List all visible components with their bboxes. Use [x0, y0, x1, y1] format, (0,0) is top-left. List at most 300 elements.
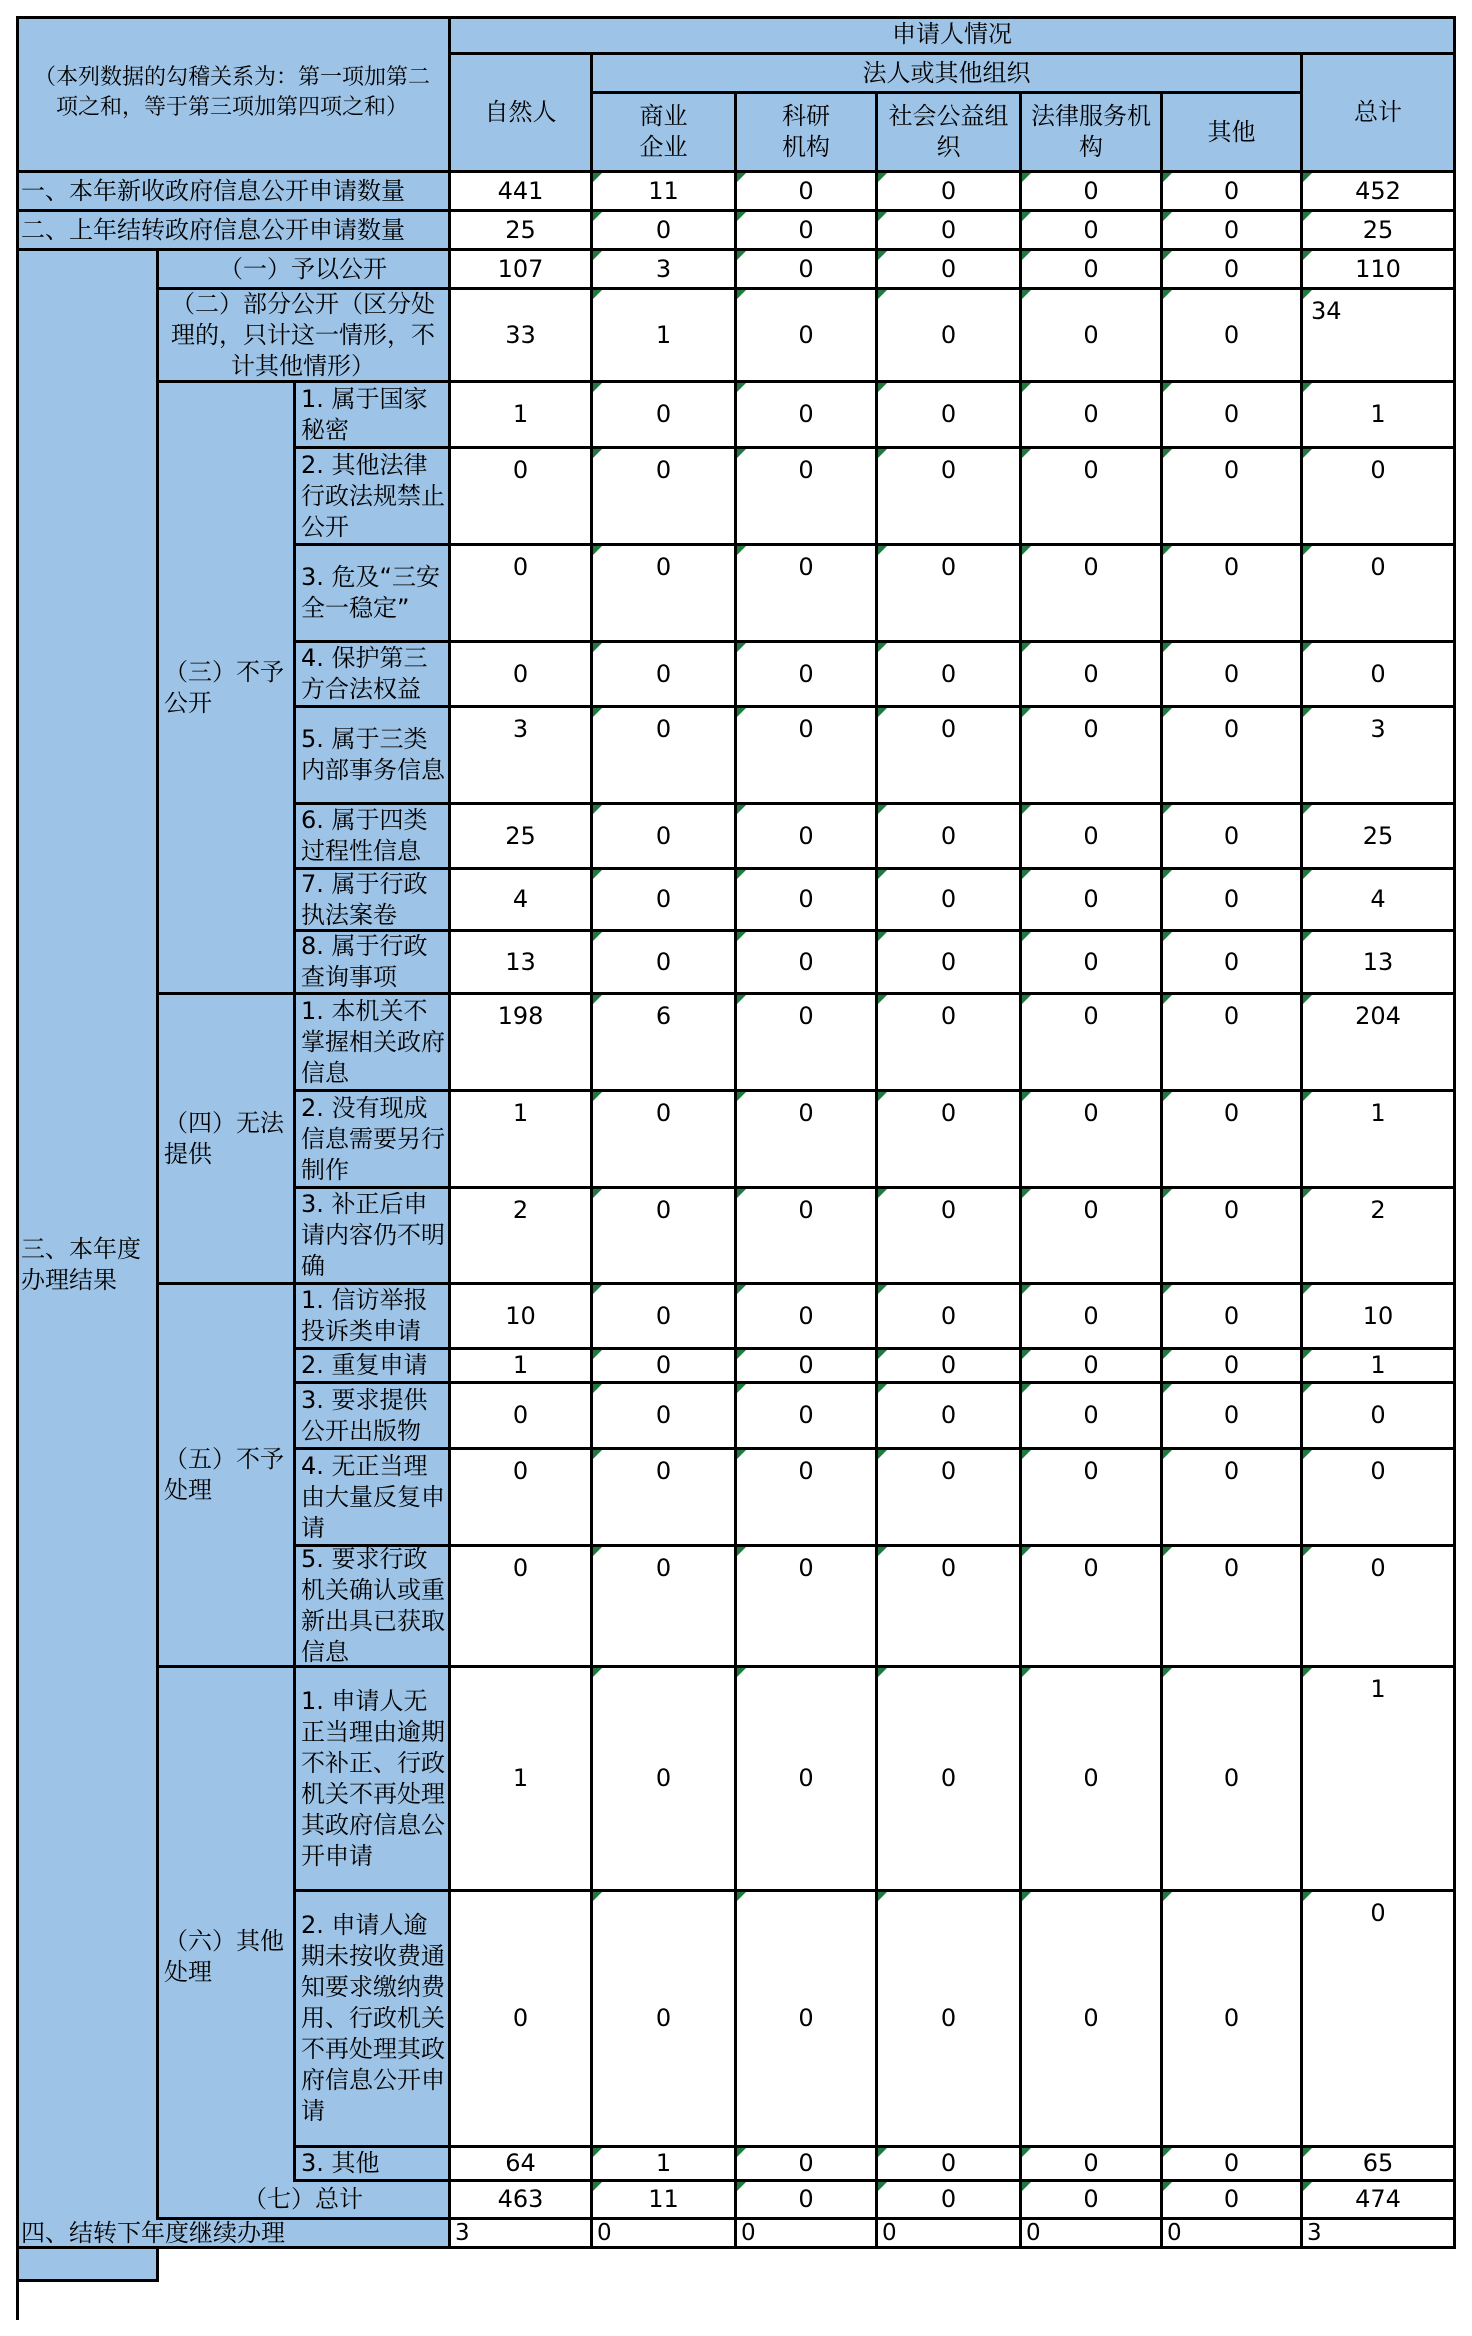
cell-other — [1163, 212, 1303, 251]
cell-research — [737, 1285, 878, 1350]
row-label: 2. 其他法律行政法规禁止公开 — [296, 449, 451, 546]
cell-marker — [593, 1350, 602, 1359]
cell-value: 13 — [505, 947, 536, 976]
cell-value: 0 — [798, 456, 814, 484]
cell-marker — [1022, 932, 1031, 941]
cell-value: 0 — [1223, 1401, 1240, 1429]
cell-legal-service — [1022, 708, 1163, 805]
cell-value: 2 — [1370, 1196, 1386, 1224]
cell-research — [737, 1450, 878, 1547]
cell-other — [1163, 1384, 1303, 1450]
cell-value: 0 — [655, 821, 672, 850]
cell-marker — [737, 805, 746, 814]
cell-marker — [737, 251, 746, 260]
cell-value: 1 — [1370, 400, 1386, 428]
cell-value: 0 — [1083, 1301, 1099, 1330]
cell-value: 4 — [512, 885, 529, 913]
cell-other — [1163, 173, 1303, 212]
header-natural-person: 自然人 — [451, 55, 593, 173]
cell-other — [1163, 546, 1303, 643]
cell-value: 0 — [1083, 1196, 1099, 1224]
cell-marker — [878, 173, 887, 182]
cell-value: 0 — [655, 885, 672, 913]
section-results: 三、本年度办理结果 — [16, 251, 159, 2282]
cell-commercial — [593, 173, 737, 212]
cell-marker — [1303, 251, 1312, 260]
cell-value: 0 — [1223, 1764, 1240, 1792]
cell-value: 11 — [648, 2185, 679, 2213]
cell-value: 0 — [1223, 715, 1240, 743]
cell-value: 0 — [655, 553, 672, 581]
cell-value: 0 — [512, 1554, 529, 1582]
cell-value: 0 — [940, 1764, 957, 1792]
cell-marker — [1163, 212, 1172, 221]
header-legal-org: 法人或其他组织 — [593, 55, 1303, 94]
cell-other — [1163, 1092, 1303, 1189]
cell-value: 0 — [882, 2220, 897, 2246]
cell-natural — [451, 2182, 593, 2220]
cell-welfare — [878, 1285, 1022, 1350]
cell-value: 0 — [655, 1764, 672, 1792]
cell-value: 0 — [798, 1196, 814, 1224]
cell-marker — [1022, 708, 1031, 717]
row-label: 4. 无正当理由大量反复申请 — [296, 1450, 451, 1547]
cell-legal-service — [1022, 1285, 1163, 1350]
cell-value: 463 — [497, 2185, 544, 2213]
cell-marker — [1163, 708, 1172, 717]
cell-marker — [878, 449, 887, 458]
cell-value: 0 — [798, 1099, 814, 1127]
cell-value: 0 — [655, 456, 672, 484]
cell-value: 1 — [1370, 1099, 1386, 1127]
cell-value: 1 — [655, 320, 672, 349]
cell-other — [1163, 932, 1303, 995]
cell-total — [1303, 2148, 1456, 2182]
cell-total — [1303, 251, 1456, 290]
cell-commercial — [593, 2148, 737, 2182]
cell-marker — [878, 1092, 887, 1101]
row-label: （七）总计 — [159, 2182, 451, 2220]
cell-value: 25 — [1362, 821, 1394, 850]
cell-value: 0 — [940, 1196, 957, 1224]
cell-natural — [451, 870, 593, 932]
row-label: 2. 申请人逾期未按收费通知要求缴纳费用、行政机关不再处理其政府信息公开申请 — [296, 1892, 451, 2148]
cell-natural — [451, 805, 593, 870]
cell-other — [1163, 2182, 1303, 2220]
cell-marker — [737, 1668, 746, 1677]
cell-commercial — [593, 805, 737, 870]
cell-marker — [1022, 383, 1031, 392]
cell-other — [1163, 995, 1303, 1092]
cell-research — [737, 870, 878, 932]
cell-value: 65 — [1362, 2149, 1394, 2177]
cell-value: 0 — [512, 2004, 529, 2032]
cell-marker — [878, 2148, 887, 2157]
cell-legal-service — [1022, 212, 1163, 251]
cell-total — [1303, 1350, 1456, 1384]
cell-other — [1163, 805, 1303, 870]
cell-commercial — [593, 643, 737, 708]
cell-marker — [878, 212, 887, 221]
cell-value: 2 — [512, 1196, 529, 1224]
cell-marker — [737, 1892, 746, 1901]
cell-value: 0 — [512, 553, 529, 581]
cell-commercial — [593, 1547, 737, 1668]
cell-commercial — [593, 1450, 737, 1547]
cell-natural — [451, 995, 593, 1092]
cell-value: 0 — [1083, 1351, 1099, 1379]
cell-research — [737, 1547, 878, 1668]
cell-marker — [737, 1285, 746, 1294]
cell-marker — [1022, 2148, 1031, 2157]
cell-commercial — [593, 1892, 737, 2148]
cell-value: 33 — [505, 320, 536, 349]
cell-value: 0 — [741, 2220, 756, 2246]
cell-marker — [593, 2182, 602, 2191]
cell-value: 0 — [1223, 947, 1240, 976]
cell-legal-service — [1022, 251, 1163, 290]
cell-value: 0 — [655, 1401, 672, 1429]
cell-marker — [737, 173, 746, 182]
header-total: 总计 — [1303, 55, 1456, 173]
cell-total — [1303, 1892, 1456, 2148]
cell-value: 0 — [1223, 2149, 1240, 2177]
cell-value: 0 — [655, 659, 672, 688]
cell-natural — [451, 449, 593, 546]
cell-marker — [1022, 643, 1031, 652]
cell-total — [1303, 2220, 1456, 2249]
cell-value: 1 — [512, 1764, 529, 1792]
cell-total — [1303, 1547, 1456, 1668]
cell-value: 0 — [940, 2185, 957, 2213]
cell-marker — [737, 1450, 746, 1459]
cell-marker — [593, 932, 602, 941]
cell-marker — [1303, 1285, 1312, 1294]
cell-natural — [451, 708, 593, 805]
cell-marker — [878, 1450, 887, 1459]
cell-marker — [1022, 1285, 1031, 1294]
cell-research — [737, 383, 878, 449]
header-note: （本列数据的勾稽关系为：第一项加第二项之和，等于第三项加第四项之和） — [16, 16, 451, 173]
cell-marker — [878, 290, 887, 299]
cell-other — [1163, 1189, 1303, 1285]
cell-marker — [878, 1350, 887, 1359]
cell-legal-service — [1022, 2148, 1163, 2182]
cell-value: 0 — [1370, 553, 1386, 581]
cell-marker — [1022, 1450, 1031, 1459]
cell-welfare — [878, 449, 1022, 546]
cell-total — [1303, 212, 1456, 251]
cell-welfare — [878, 1350, 1022, 1384]
cell-marker — [878, 708, 887, 717]
cell-marker — [737, 1189, 746, 1198]
cell-value: 0 — [1026, 2220, 1041, 2246]
cell-marker — [593, 1892, 602, 1901]
cell-value: 0 — [1223, 1351, 1240, 1379]
cell-marker — [1163, 251, 1172, 260]
cell-natural — [451, 1892, 593, 2148]
cell-value: 0 — [655, 1301, 672, 1330]
cell-research — [737, 1189, 878, 1285]
cell-legal-service — [1022, 643, 1163, 708]
cell-natural — [451, 2148, 593, 2182]
cell-legal-service — [1022, 449, 1163, 546]
cell-value: 0 — [512, 456, 529, 484]
cell-research — [737, 290, 878, 383]
cell-other — [1163, 449, 1303, 546]
cell-value: 0 — [1223, 1554, 1240, 1582]
cell-value: 0 — [798, 659, 814, 688]
cell-value: 0 — [798, 947, 814, 976]
cell-marker — [1163, 870, 1172, 879]
cell-marker — [593, 1285, 602, 1294]
cell-value: 0 — [512, 1401, 529, 1429]
cell-value: 0 — [655, 215, 672, 244]
cell-value: 6 — [655, 1002, 672, 1030]
cell-legal-service — [1022, 383, 1163, 449]
row-label: 2. 没有现成信息需要另行制作 — [296, 1092, 451, 1189]
cell-total — [1303, 643, 1456, 708]
cell-value: 0 — [655, 1099, 672, 1127]
cell-marker — [1163, 449, 1172, 458]
cell-marker — [1163, 173, 1172, 182]
cell-value: 0 — [798, 254, 814, 283]
cell-marker — [878, 995, 887, 1004]
cell-value: 0 — [940, 1554, 957, 1582]
row-label: 8. 属于行政查询事项 — [296, 932, 451, 995]
cell-research — [737, 1892, 878, 2148]
row-label: 1. 属于国家秘密 — [296, 383, 451, 449]
cell-welfare — [878, 251, 1022, 290]
cell-commercial — [593, 290, 737, 383]
cell-research — [737, 1092, 878, 1189]
cell-welfare — [878, 1547, 1022, 1668]
cell-natural — [451, 2220, 593, 2249]
cell-natural — [451, 932, 593, 995]
group-other-processing: （六）其他处理 — [159, 1668, 296, 2249]
cell-value: 0 — [1223, 553, 1240, 581]
cell-value: 4 — [1370, 885, 1386, 913]
cell-value: 0 — [798, 2004, 814, 2032]
cell-other — [1163, 1285, 1303, 1350]
cell-value: 0 — [798, 400, 814, 428]
cell-marker — [878, 932, 887, 941]
cell-marker — [1303, 173, 1312, 182]
cell-marker — [737, 932, 746, 941]
cell-commercial — [593, 212, 737, 251]
cell-value: 0 — [655, 1196, 672, 1224]
cell-marker — [1303, 449, 1312, 458]
cell-value: 0 — [1223, 821, 1240, 850]
cell-natural — [451, 383, 593, 449]
cell-marker — [593, 290, 602, 299]
cell-value: 0 — [655, 1457, 672, 1485]
cell-value: 0 — [1223, 659, 1240, 688]
cell-welfare — [878, 2220, 1022, 2249]
row-label: 四、结转下年度继续办理 — [16, 2220, 451, 2249]
cell-marker — [878, 1285, 887, 1294]
cell-value: 0 — [1223, 456, 1240, 484]
cell-legal-service — [1022, 805, 1163, 870]
cell-value: 0 — [940, 254, 957, 283]
cell-marker — [737, 2148, 746, 2157]
cell-value: 0 — [798, 1351, 814, 1379]
cell-value: 0 — [1370, 1554, 1386, 1582]
cell-marker — [737, 383, 746, 392]
cell-value: 0 — [655, 2004, 672, 2032]
cell-marker — [737, 708, 746, 717]
cell-marker — [878, 805, 887, 814]
cell-total — [1303, 2182, 1456, 2220]
cell-commercial — [593, 1189, 737, 1285]
cell-value: 198 — [497, 1002, 544, 1030]
cell-value: 0 — [798, 1457, 814, 1485]
cell-marker — [593, 212, 602, 221]
cell-marker — [1163, 805, 1172, 814]
cell-value: 1 — [512, 1099, 529, 1127]
cell-natural — [451, 1450, 593, 1547]
cell-legal-service — [1022, 290, 1163, 383]
cell-welfare — [878, 1092, 1022, 1189]
cell-total — [1303, 995, 1456, 1092]
cell-value: 110 — [1355, 254, 1401, 283]
cell-marker — [737, 290, 746, 299]
cell-other — [1163, 1892, 1303, 2148]
cell-value: 0 — [940, 821, 957, 850]
cell-value: 0 — [940, 1351, 957, 1379]
cell-value: 0 — [1083, 2004, 1099, 2032]
cell-total — [1303, 708, 1456, 805]
cell-other — [1163, 2220, 1303, 2249]
cell-value: 0 — [798, 320, 814, 349]
cell-value: 0 — [798, 176, 814, 205]
cell-value: 1 — [512, 400, 529, 428]
cell-marker — [1022, 1668, 1031, 1677]
cell-value: 3 — [1370, 715, 1386, 743]
cell-natural — [451, 1189, 593, 1285]
cell-total — [1303, 1285, 1456, 1350]
cell-value: 0 — [940, 1002, 957, 1030]
row-label: 1. 申请人无正当理由逾期不补正、行政机关不再处理其政府信息公开申请 — [296, 1668, 451, 1892]
cell-value: 0 — [940, 553, 957, 581]
cell-marker — [1163, 1285, 1172, 1294]
cell-marker — [1022, 290, 1031, 299]
cell-natural — [451, 173, 593, 212]
cell-marker — [878, 1892, 887, 1901]
cell-marker — [593, 870, 602, 879]
cell-marker — [1303, 2148, 1312, 2157]
cell-commercial — [593, 251, 737, 290]
cell-marker — [1022, 995, 1031, 1004]
cell-value: 0 — [798, 1764, 814, 1792]
cell-legal-service — [1022, 1668, 1163, 1892]
cell-legal-service — [1022, 1350, 1163, 1384]
cell-legal-service — [1022, 1384, 1163, 1450]
cell-marker — [1303, 995, 1312, 1004]
cell-marker — [1022, 546, 1031, 555]
cell-value: 0 — [1083, 1457, 1099, 1485]
header-public-welfare: 社会公益组织 — [878, 94, 1022, 173]
row-label: 7. 属于行政执法案卷 — [296, 870, 451, 932]
cell-value: 0 — [940, 1099, 957, 1127]
cell-value: 0 — [798, 1301, 814, 1330]
header-legal-service: 法律服务机构 — [1022, 94, 1163, 173]
cell-value: 3 — [455, 2220, 470, 2246]
row-label: 3. 补正后申请内容仍不明确 — [296, 1189, 451, 1285]
cell-marker — [593, 2148, 602, 2157]
cell-marker — [1022, 173, 1031, 182]
cell-marker — [1163, 546, 1172, 555]
row-label: 一、本年新收政府信息公开申请数量 — [16, 173, 451, 212]
cell-value: 0 — [1083, 947, 1099, 976]
cell-marker — [1303, 1350, 1312, 1359]
cell-value: 25 — [1362, 215, 1394, 244]
row-label: 1. 信访举报投诉类申请 — [296, 1285, 451, 1350]
cell-value: 0 — [940, 885, 957, 913]
cell-value: 0 — [940, 320, 957, 349]
cell-value: 34 — [1311, 297, 1342, 325]
cell-value: 1 — [512, 1351, 529, 1379]
cell-welfare — [878, 383, 1022, 449]
cell-research — [737, 212, 878, 251]
cell-value: 0 — [940, 947, 957, 976]
cell-value: 0 — [940, 400, 957, 428]
cell-value: 0 — [940, 1301, 957, 1330]
cell-legal-service — [1022, 1092, 1163, 1189]
cell-value: 474 — [1355, 2185, 1401, 2213]
row-label: 1. 本机关不掌握相关政府信息 — [296, 995, 451, 1092]
cell-total — [1303, 290, 1456, 383]
cell-value: 0 — [1083, 400, 1099, 428]
cell-value: 0 — [798, 553, 814, 581]
cell-marker — [1303, 643, 1312, 652]
cell-value: 25 — [505, 821, 536, 850]
cell-total — [1303, 1450, 1456, 1547]
cell-value: 0 — [655, 400, 672, 428]
cell-marker — [1163, 383, 1172, 392]
cell-research — [737, 1384, 878, 1450]
cell-value: 0 — [655, 1554, 672, 1582]
cell-total — [1303, 870, 1456, 932]
cell-value: 0 — [1223, 2185, 1240, 2213]
cell-marker — [1303, 708, 1312, 717]
cell-commercial — [593, 383, 737, 449]
cell-value: 0 — [1370, 1457, 1386, 1485]
cell-marker — [1163, 1547, 1172, 1556]
cell-value: 0 — [798, 821, 814, 850]
row-label: 3. 其他 — [296, 2148, 451, 2182]
group-not-disclosed: （三）不予公开 — [159, 383, 296, 995]
cell-value: 452 — [1355, 176, 1401, 205]
row-label: 2. 重复申请 — [296, 1350, 451, 1384]
cell-value: 0 — [655, 1351, 672, 1379]
cell-value: 3 — [512, 715, 529, 743]
cell-research — [737, 643, 878, 708]
cell-commercial — [593, 2182, 737, 2220]
cell-research — [737, 932, 878, 995]
cell-value: 0 — [1223, 885, 1240, 913]
cell-marker — [1163, 932, 1172, 941]
cell-marker — [1022, 1092, 1031, 1101]
cell-value: 0 — [940, 2004, 957, 2032]
cell-marker — [1163, 643, 1172, 652]
cell-natural — [451, 1668, 593, 1892]
cell-total — [1303, 1189, 1456, 1285]
cell-marker — [1163, 1189, 1172, 1198]
cell-natural — [451, 1547, 593, 1668]
cell-commercial — [593, 2220, 737, 2249]
cell-marker — [1022, 805, 1031, 814]
